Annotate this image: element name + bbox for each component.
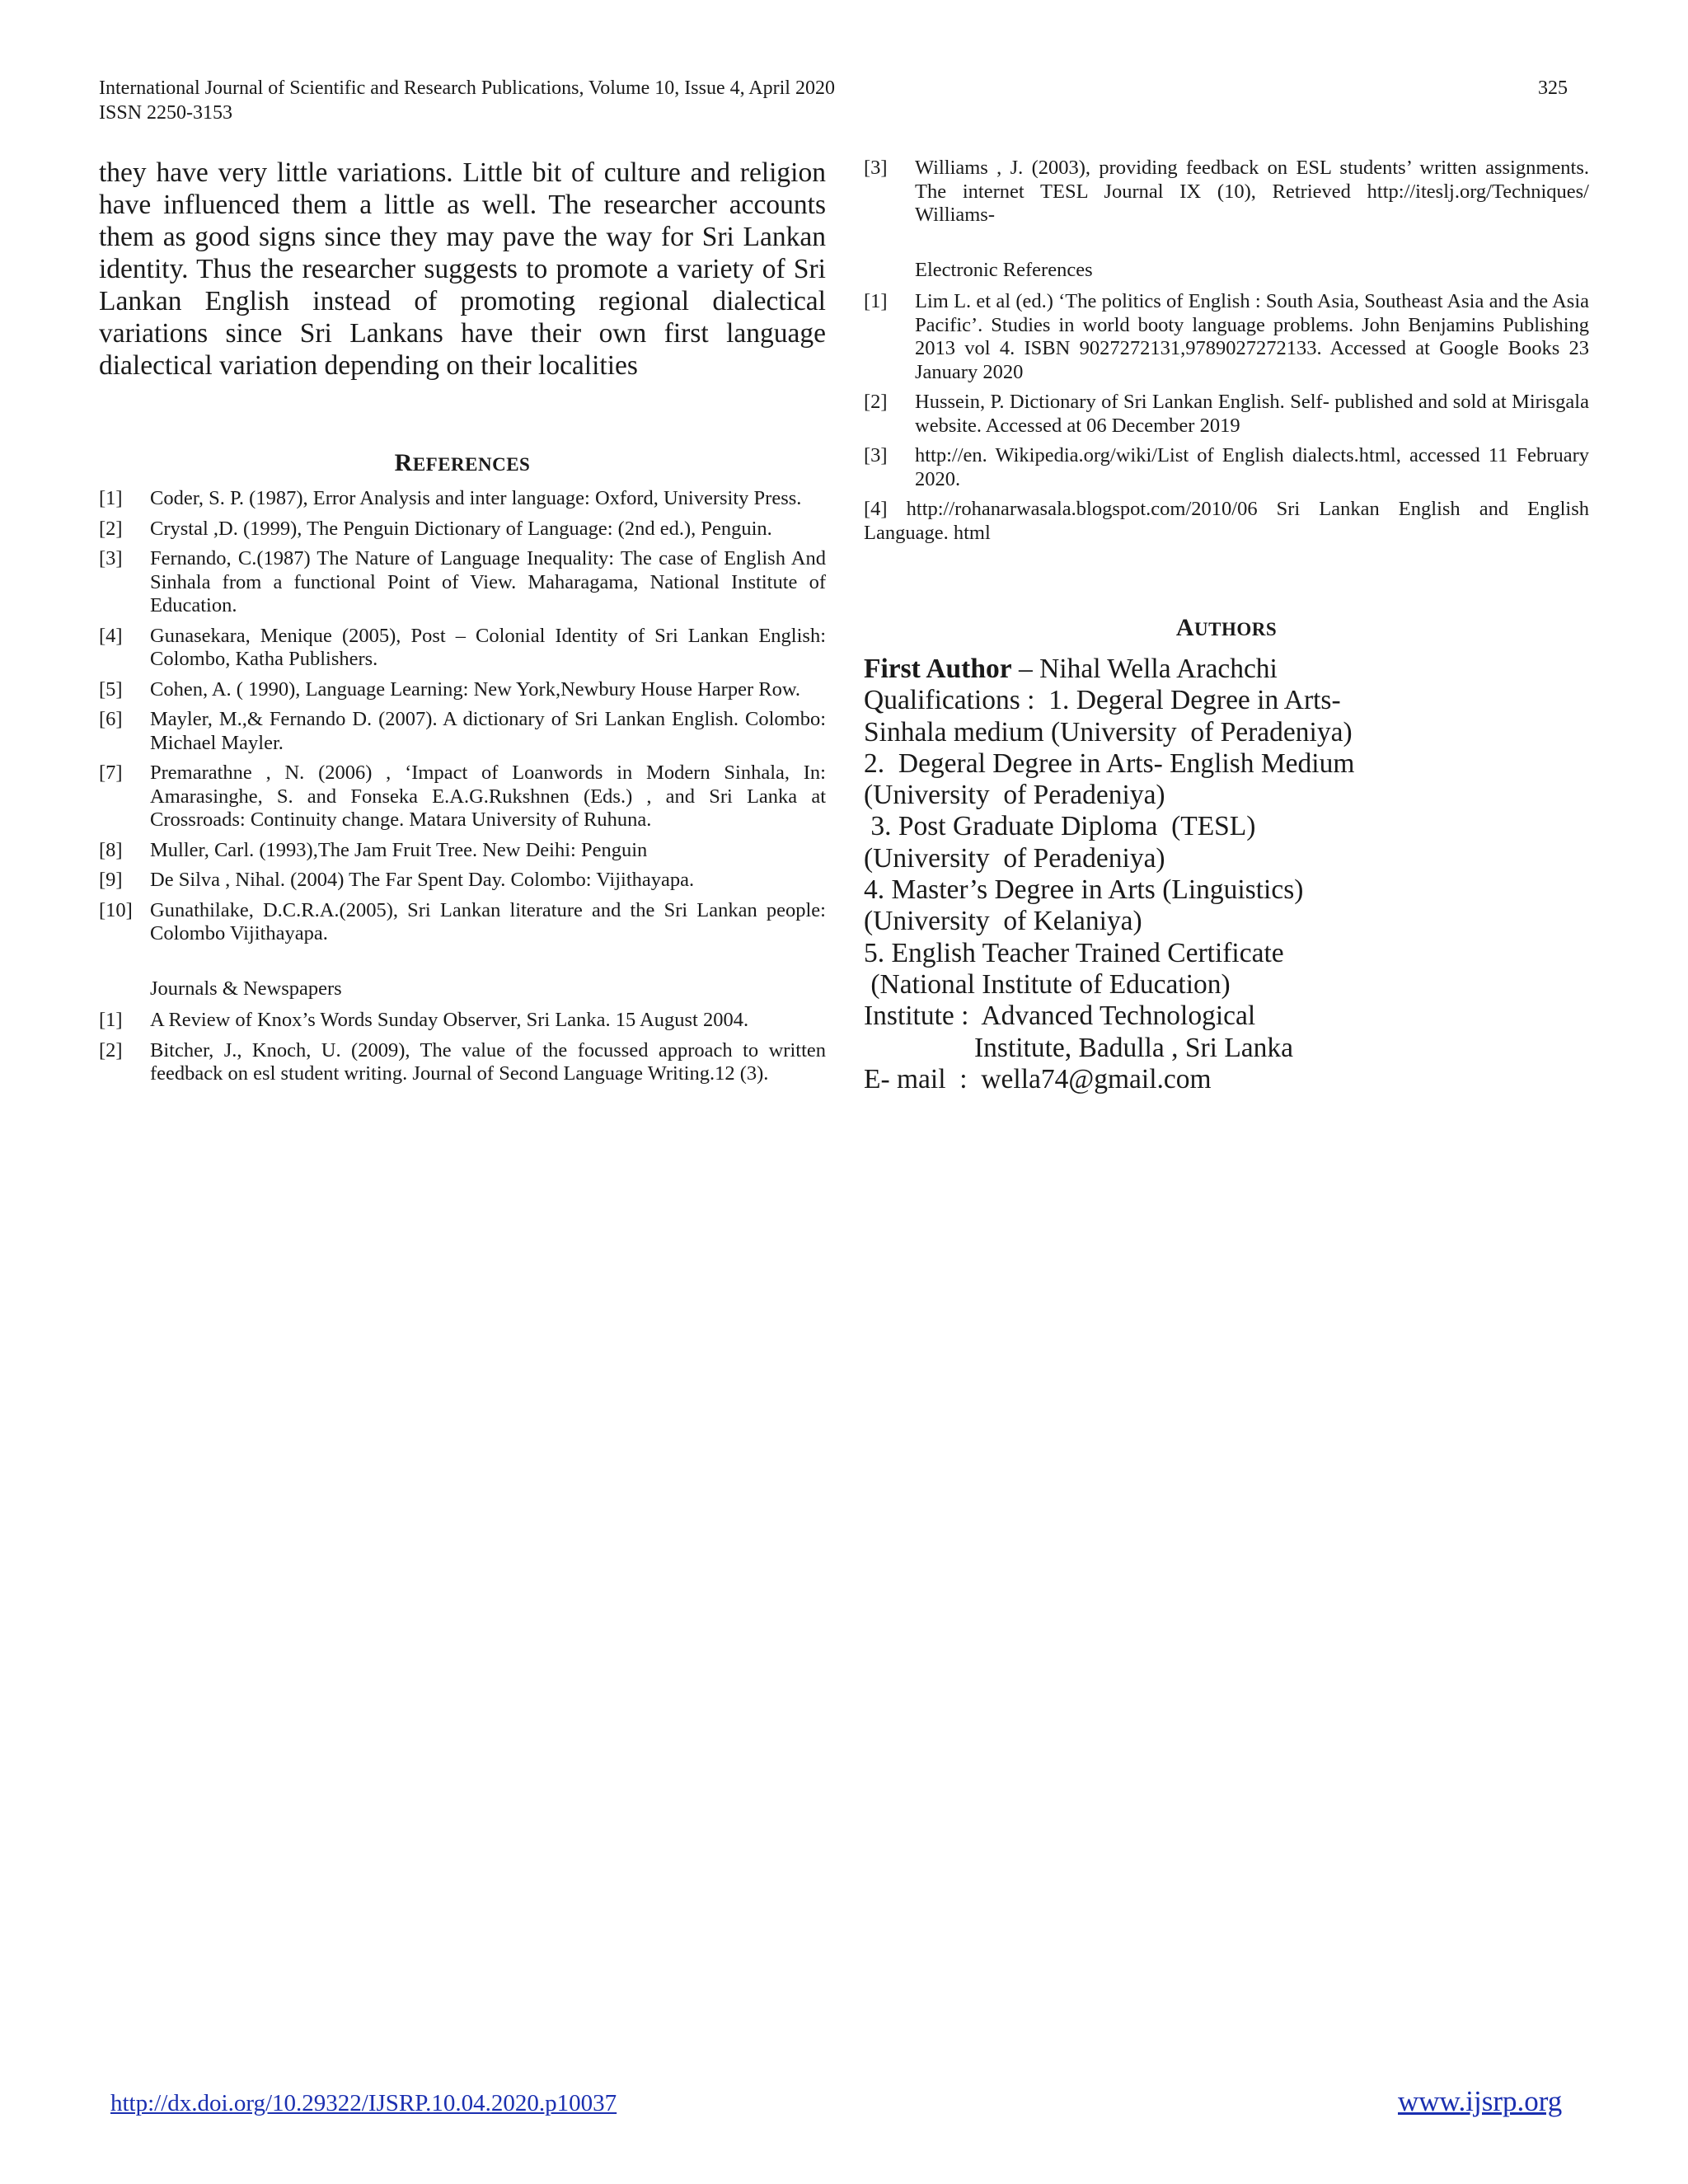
reference-text: Muller, Carl. (1993),The Jam Fruit Tree. New Deihi: Penguin	[150, 838, 648, 861]
reference-text: Gunathilake, D.C.R.A.(2005), Sri Lankan literature and the Sri Lankan people: Colombo Vijithayapa.	[150, 898, 826, 944]
journals-list	[99, 1009, 826, 1086]
reference-number: [7]	[99, 762, 123, 784]
reference-text: Crystal ,D. (1999), The Penguin Dictionary of Language: (2nd ed.), Penguin.	[150, 517, 772, 540]
journal-item	[864, 157, 1589, 227]
reference-text: Mayler, M.,& Fernando D. (2007). A dictionary of Sri Lankan English. Colombo: Michael Mayler.	[150, 708, 826, 754]
first-author-line	[864, 654, 1589, 685]
reference-text: Lim L. et al (ed.) ‘The politics of English : South Asia, Southeast Asia and the Asia Pacific’. Studies in world booty language problems. John Benjamins Publishing 2013 vol 4. ISBN 9027272131,9789027272133. Accessed at Google Books 23 January 2020	[915, 290, 1589, 383]
author-detail-line: (University of Peradeniya)	[864, 842, 1165, 874]
reference-text: http://en. Wikipedia.org/wiki/List of English dialects.html, accessed 11 February 2020.	[915, 444, 1589, 490]
journals-subheading: Journals & Newspapers	[150, 977, 342, 1000]
author-detail-line: Sinhala medium (University of Peradeniya)	[864, 716, 1353, 748]
journal-item	[99, 1039, 826, 1086]
reference-item	[99, 678, 826, 702]
references-heading-rest: EFERENCES	[412, 454, 531, 475]
reference-number: [3]	[99, 547, 123, 569]
electronic-reference-item	[864, 290, 1589, 384]
first-author-label: First Author	[864, 654, 1012, 684]
references-heading	[99, 449, 826, 477]
reference-item	[99, 708, 826, 755]
reference-text: A Review of Knox’s Words Sunday Observer, Sri Lanka. 15 August 2004.	[150, 1009, 749, 1031]
reference-text: http://rohanarwasala.blogspot.com/2010/06 Sri Lankan English and English Language. html	[864, 498, 1590, 544]
author-detail-line: 4. Master’s Degree in Arts (Linguistics)	[864, 874, 1304, 906]
author-detail-line: Institute : Advanced Technological	[864, 1001, 1256, 1032]
reference-number: [5]	[99, 677, 123, 701]
electronic-subheading: Electronic References	[915, 258, 1093, 281]
right-column	[864, 157, 1589, 1095]
reference-number: [4]	[99, 624, 123, 647]
authors-heading-rest: UTHORS	[1194, 619, 1278, 640]
author-detail-line: Institute, Badulla , Sri Lanka	[864, 1032, 1294, 1063]
authors-heading	[864, 614, 1589, 642]
reference-text: Williams , J. (2003), providing feedback on ESL students’ written assignments. The internet TESL Journal IX (10), Retrieved http://iteslj.org/Techniques/ Williams-	[915, 157, 1589, 226]
author-detail-line: (National Institute of Education)	[864, 968, 1231, 1000]
doi-link[interactable]: http://dx.doi.org/10.29322/IJSRP.10.04.2020.p10037	[110, 2090, 617, 2116]
journals-list-continued	[864, 157, 1589, 227]
reference-number: [8]	[99, 838, 123, 861]
reference-item	[99, 869, 826, 893]
reference-number: [6]	[99, 708, 123, 730]
reference-text: Hussein, P. Dictionary of Sri Lankan English. Self- published and sold at Mirisgala website. Accessed at 06 December 2019	[915, 391, 1589, 437]
references-list	[99, 487, 826, 946]
reference-text: Cohen, A. ( 1990), Language Learning: New York,Newbury House Harper Row.	[150, 677, 801, 701]
electronic-reference-item	[864, 391, 1589, 438]
reference-text: Premarathne , N. (2006) , ‘Impact of Loanwords in Modern Sinhala, In: Amarasinghe, S. and Fonseka E.A.G.Rukshnen (Eds.) , and Sri Lanka at Crossroads: Continuity change. Matara University of Ruhuna.	[150, 762, 826, 831]
reference-number: [4]	[864, 498, 888, 520]
journal-item	[99, 1009, 826, 1033]
reference-number: [2]	[99, 1038, 123, 1062]
reference-text: Gunasekara, Menique (2005), Post – Colonial Identity of Sri Lankan English: Colombo, Katha Publishers.	[150, 624, 826, 670]
issn-line: ISSN 2250-3153	[99, 102, 233, 124]
reference-number: [9]	[99, 869, 123, 891]
reference-number: [1]	[864, 290, 888, 312]
author-detail-line: 5. English Teacher Trained Certificate	[864, 937, 1284, 968]
author-detail-line: (University of Peradeniya)	[864, 780, 1165, 811]
author-detail-line: Qualifications : 1. Degeral Degree in Arts-	[864, 685, 1341, 716]
journal-header: International Journal of Scientific and Research Publications, Volume 10, Issue 4, April 2020	[99, 77, 835, 99]
reference-text: Coder, S. P. (1987), Error Analysis and inter language: Oxford, University Press.	[150, 487, 802, 509]
electronic-reference-item	[864, 444, 1589, 491]
reference-item	[99, 899, 826, 946]
author-detail-line: 2. Degeral Degree in Arts- English Medium	[864, 748, 1355, 779]
reference-item	[99, 547, 826, 618]
reference-number: [1]	[99, 487, 123, 509]
reference-text: Fernando, C.(1987) The Nature of Language Inequality: The case of English And Sinhala from a functional Point of View. Maharagama, National Institute of Education.	[150, 547, 826, 616]
reference-number: [10]	[99, 898, 133, 921]
electronic-references-list	[864, 290, 1589, 545]
reference-item	[99, 762, 826, 832]
author-block	[864, 654, 1589, 1095]
reference-number: [3]	[864, 157, 888, 179]
reference-item	[99, 625, 826, 672]
references-heading-initial: R	[394, 449, 413, 476]
website-link[interactable]: www.ijsrp.org	[1398, 2085, 1563, 2117]
reference-item	[99, 518, 826, 541]
reference-text: De Silva , Nihal. (2004) The Far Spent Day. Colombo: Vijithayapa.	[150, 869, 695, 891]
reference-number: [2]	[864, 391, 888, 413]
reference-item	[99, 487, 826, 511]
author-email-line: E- mail : wella74@gmail.com	[864, 1063, 1212, 1094]
reference-number: [1]	[99, 1009, 123, 1031]
left-column	[99, 157, 826, 1093]
reference-number: [2]	[99, 517, 123, 540]
author-detail-line: (University of Kelaniya)	[864, 906, 1142, 937]
first-author-name: – Nihal Wella Arachchi	[1011, 654, 1278, 684]
conclusion-paragraph: they have very little variations. Little bit of culture and religion have influenced them a little as well. The researcher accounts them as good signs since they may pave the way for Sri Lankan identity. Thus the researcher suggests to promote a variety of Sri Lankan English instead of promoting regional dialectical variations since Sri Lankans have their own first language dialectical variation depending on their localities	[99, 157, 826, 381]
page-number: 325	[1538, 77, 1568, 99]
reference-number: [3]	[864, 444, 888, 466]
reference-text: Bitcher, J., Knoch, U. (2009), The value of the focussed approach to written feedback on esl student writing. Journal of Second Language Writing.12 (3).	[150, 1038, 826, 1085]
reference-item	[99, 839, 826, 863]
author-detail-line: 3. Post Graduate Diploma (TESL)	[864, 811, 1256, 842]
authors-heading-initial: A	[1175, 614, 1195, 641]
electronic-reference-item	[864, 498, 1589, 545]
